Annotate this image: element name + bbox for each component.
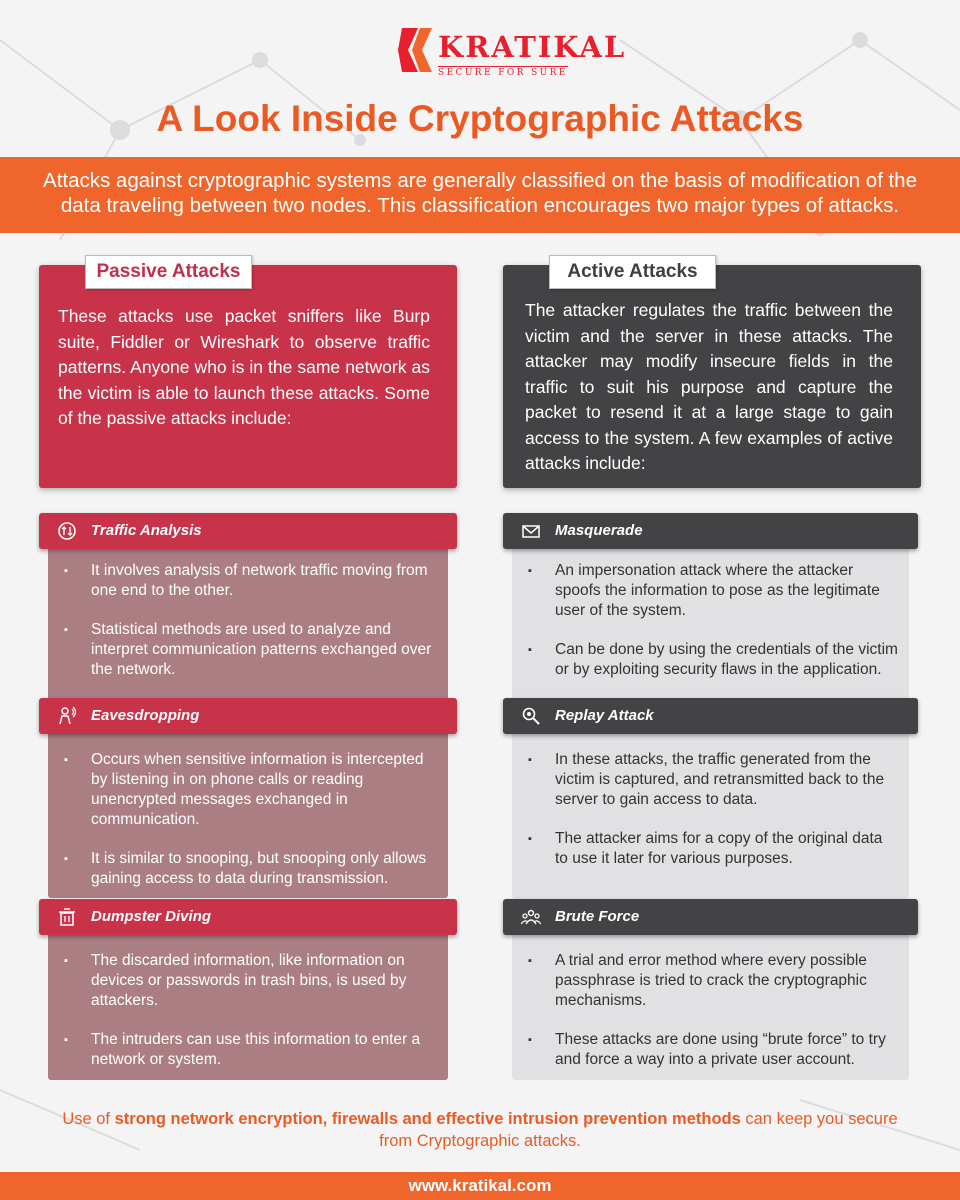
kratikal-logo-mark-icon	[398, 24, 434, 76]
masquerade-bullet-1: ▪ An impersonation attack where the attacker spoofs the information to pose as the legitimate user of the system.	[528, 561, 898, 621]
eavesdropping-title: Eavesdropping	[91, 707, 200, 724]
active-attacks-label: Active Attacks	[549, 255, 716, 289]
brute-force-bullet-1: ▪ A trial and error method where every possible passphrase is tried to crack the cryptographic mechanisms.	[528, 951, 898, 1011]
trash-bin-icon	[55, 906, 79, 928]
magnifier-icon	[519, 705, 543, 727]
footer-note	[60, 1108, 900, 1152]
brand-name: KRATIKAL	[438, 30, 627, 64]
brute-force-title: Brute Force	[555, 908, 640, 925]
dumpster-diving-header	[39, 899, 457, 935]
footer-note-prefix: Use of	[62, 1110, 115, 1128]
masquerade-title: Masquerade	[555, 522, 643, 539]
replay-attack-bullet-2: ▪ The attacker aims for a copy of the original data to use it later for various purposes.	[528, 829, 898, 869]
intro-text: Attacks against cryptographic systems are generally classified on the basis of modification of the data traveling between two nodes. This classification encourages two major types of attacks.	[43, 169, 917, 217]
group-icon	[519, 906, 543, 928]
dumpster-diving-title: Dumpster Diving	[91, 908, 212, 925]
website-link[interactable]: www.kratikal.com	[408, 1176, 552, 1195]
eavesdropping-icon	[55, 705, 79, 727]
passive-attacks-label: Passive Attacks	[85, 255, 252, 289]
brute-force-bullet-2: ▪ These attacks are done using “brute force” to try and force a way into a private user account.	[528, 1030, 898, 1070]
brute-force-header	[503, 899, 918, 935]
dumpster-diving-bullet-2: ▪ The intruders can use this information to enter a network or system.	[64, 1030, 444, 1070]
traffic-analysis-icon	[55, 520, 79, 542]
passive-attacks-description: These attacks use packet sniffers like Burp suite, Fiddler or Wireshark to observe traffic patterns. Anyone who is in the same network as the victim is able to launch these attacks. Some of the passive attacks include:	[58, 306, 430, 428]
traffic-analysis-bullet-1: ▪ It involves analysis of network traffic moving from one end to the other.	[64, 561, 444, 601]
eavesdropping-header	[39, 698, 457, 734]
eavesdropping-bullet-1: ▪ Occurs when sensitive information is intercepted by listening in on phone calls or reading unencrypted messages exchanged in communication.	[64, 750, 444, 830]
kratikal-logo	[398, 24, 627, 80]
page-title: A Look Inside Cryptographic Attacks	[156, 98, 804, 139]
active-attacks-description: The attacker regulates the traffic between the victim and the server in these attacks. The attacker may modify insecure fields in the traffic to suit his purpose and capture the packet to resend it at a large stage to gain access to the system. A few examples of active attacks include:	[525, 300, 893, 473]
replay-attack-title: Replay Attack	[555, 707, 654, 724]
traffic-analysis-title: Traffic Analysis	[91, 522, 202, 539]
replay-attack-header	[503, 698, 918, 734]
traffic-analysis-bullet-2: ▪ Statistical methods are used to analyze and interpret communication patterns exchanged over the network.	[64, 620, 444, 680]
brand-tagline: SECURE FOR SURE	[438, 68, 568, 78]
replay-attack-bullet-1: ▪ In these attacks, the traffic generated from the victim is captured, and retransmitted back to the server to gain access to data.	[528, 750, 898, 810]
footer-note-highlight: strong network encryption, firewalls and effective intrusion prevention methods	[114, 1110, 741, 1128]
eavesdropping-bullet-2: ▪ It is similar to snooping, but snooping only allows gaining access to data during transmission.	[64, 849, 444, 889]
traffic-analysis-header	[39, 513, 457, 549]
intro-band	[0, 157, 960, 233]
footer-band	[0, 1172, 960, 1200]
masquerade-bullet-2: ▪ Can be done by using the credentials of the victim or by exploiting security flaws in the application.	[528, 640, 898, 680]
masquerade-header	[503, 513, 918, 549]
footer-note-suffix: can keep you secure from Cryptographic attacks.	[379, 1110, 898, 1150]
dumpster-diving-bullet-1: ▪ The discarded information, like information on devices or passwords in trash bins, is used by attackers.	[64, 951, 444, 1011]
envelope-icon	[519, 520, 543, 542]
